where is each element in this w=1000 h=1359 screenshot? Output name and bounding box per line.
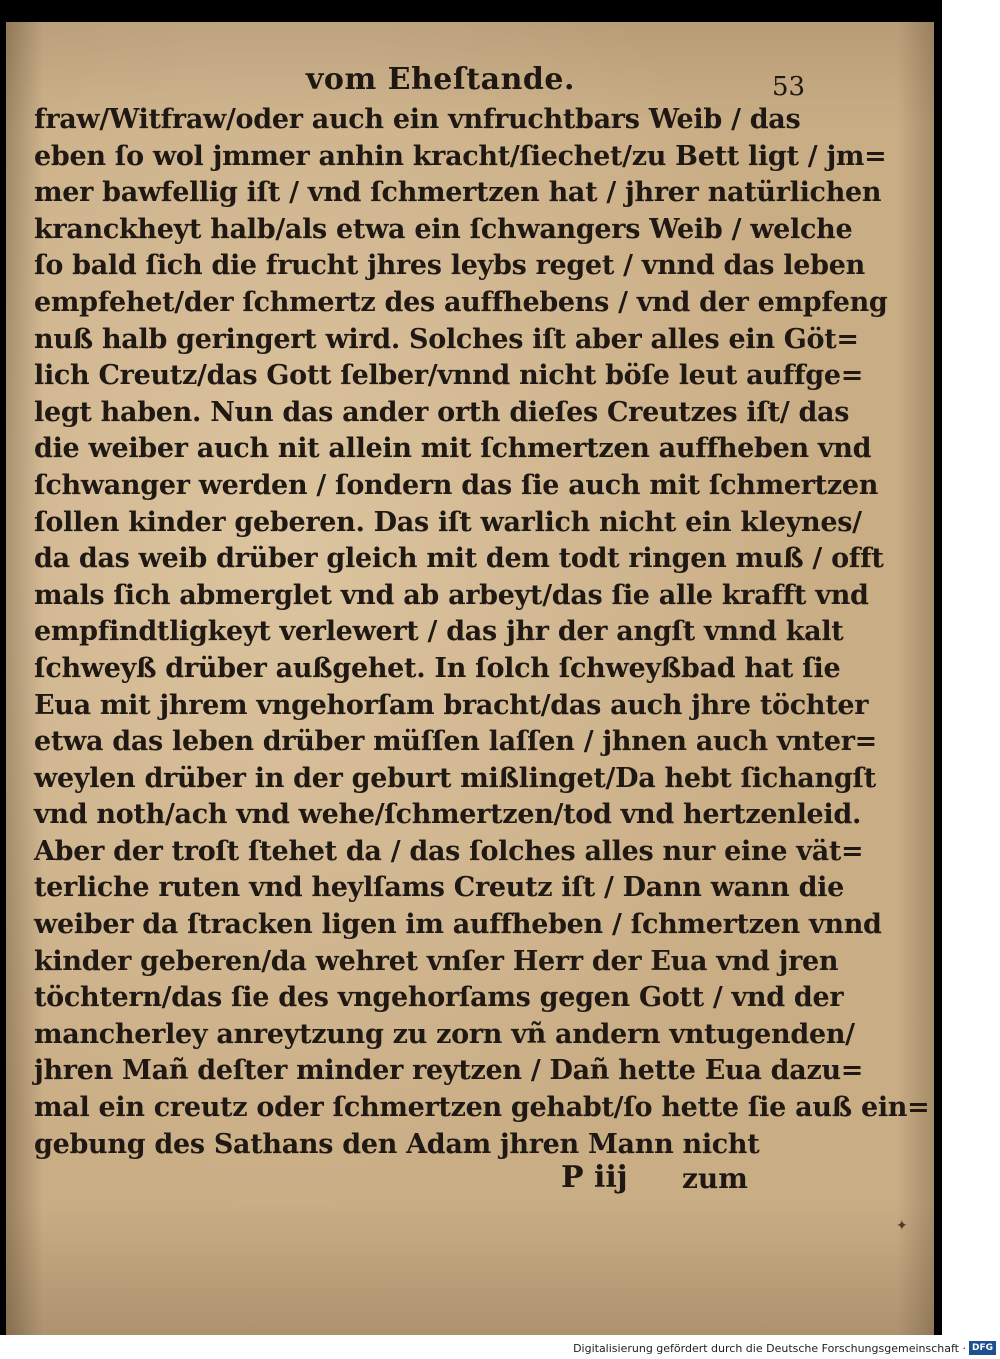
text-line: kinder geberen/da wehret vnſer Herr der Eua vnd jren	[34, 945, 839, 977]
text-line: ſollen kinder geberen. Das iſt warlich nicht ein kleynes/	[34, 506, 862, 538]
book-page	[6, 22, 934, 1335]
text-line: mals ſich abmerglet vnd ab arbeyt/das ſie alle krafft vnd	[34, 579, 869, 611]
text-line: da das weib drüber gleich mit dem todt ringen muß / offt	[34, 543, 884, 575]
text-line: fraw/Witfraw/oder auch ein vnfruchtbars Weib / das	[34, 104, 801, 135]
text-line: mer bawfellig iſt / vnd ſchmertzen hat / jhrer natürlichen	[34, 177, 882, 209]
text-line: mal ein creutz oder ſchmertzen gehabt/ſo hette ſie auß ein=	[34, 1092, 930, 1124]
catchword: zum	[682, 1162, 748, 1195]
text-line: empfindtligkeyt verlewert / das jhr der angſt vnnd kalt	[34, 616, 844, 648]
text-line: vnd noth/ach vnd wehe/ſchmertzen/tod vnd hertzenleid.	[34, 799, 862, 831]
page-number: 53	[772, 72, 806, 102]
text-line: nuß halb geringert wird. Solches iſt aber alles ein Göt=	[34, 323, 859, 355]
text-line: legt haben. Nun das ander orth dieſes Creutzes iſt/ das	[34, 396, 850, 428]
text-line: weiber da ſtracken ligen im auffheben / ſchmertzen vnnd	[34, 909, 882, 941]
text-line: empfehet/der ſchmertz des auffhebens / vnd der empfeng	[34, 286, 888, 318]
text-line: kranckheyt halb/als etwa ein ſchwangers Weib / welche	[34, 213, 853, 245]
running-head: vom Eheſtande.	[306, 62, 575, 97]
text-line: töchtern/das ſie des vngehorſams gegen Gott / vnd der	[34, 982, 844, 1014]
funding-footer	[573, 1339, 996, 1357]
text-line: Aber der troſt ſtehet da / das ſolches alles nur eine vät=	[34, 835, 864, 867]
text-line: ſo bald ſich die frucht jhres leybs reget / vnnd das leben	[34, 250, 865, 282]
funding-credit: Digitalisierung gefördert durch die Deutsche Forschungsgemeinschaft ·	[573, 1341, 966, 1355]
signature-mark: P iij	[561, 1160, 628, 1195]
dfg-logo-icon: DFG	[969, 1341, 996, 1355]
body-text	[34, 102, 930, 1163]
text-line: mancherley anreytzung zu zorn vñ andern vntugenden/	[34, 1018, 855, 1050]
text-line: weylen drüber in der geburt mißlinget/Da hebt ſichangſt	[34, 762, 876, 794]
text-line: lich Creutz/das Gott ſelber/vnnd nicht böſe leut auffge=	[34, 360, 864, 392]
text-line: eben ſo wol jmmer anhin kracht/ſiechet/zu Bett ligt / jm=	[34, 140, 887, 172]
text-line: ſchwanger werden / ſondern das ſie auch mit ſchmertzen	[34, 469, 879, 501]
text-line: Eua mit jhrem vngehorſam bracht/das auch jhre töchter	[34, 689, 869, 721]
text-line: jhren Mañ deſter minder reytzen / Dañ hette Eua dazu=	[34, 1055, 864, 1087]
text-line: die weiber auch nit allein mit ſchmertzen auffheben vnd	[34, 433, 872, 465]
text-line: terliche ruten vnd heylſams Creutz iſt / Dann wann die	[34, 872, 845, 904]
text-line: etwa das leben drüber müſſen laſſen / jhnen auch vnter=	[34, 726, 877, 758]
ornament-dot-icon: ✦	[896, 1218, 908, 1234]
text-line: gebung des Sathans den Adam jhren Mann nicht	[34, 1128, 760, 1160]
text-line: ſchweyß drüber außgehet. In ſolch ſchweyßbad hat ſie	[34, 652, 841, 684]
